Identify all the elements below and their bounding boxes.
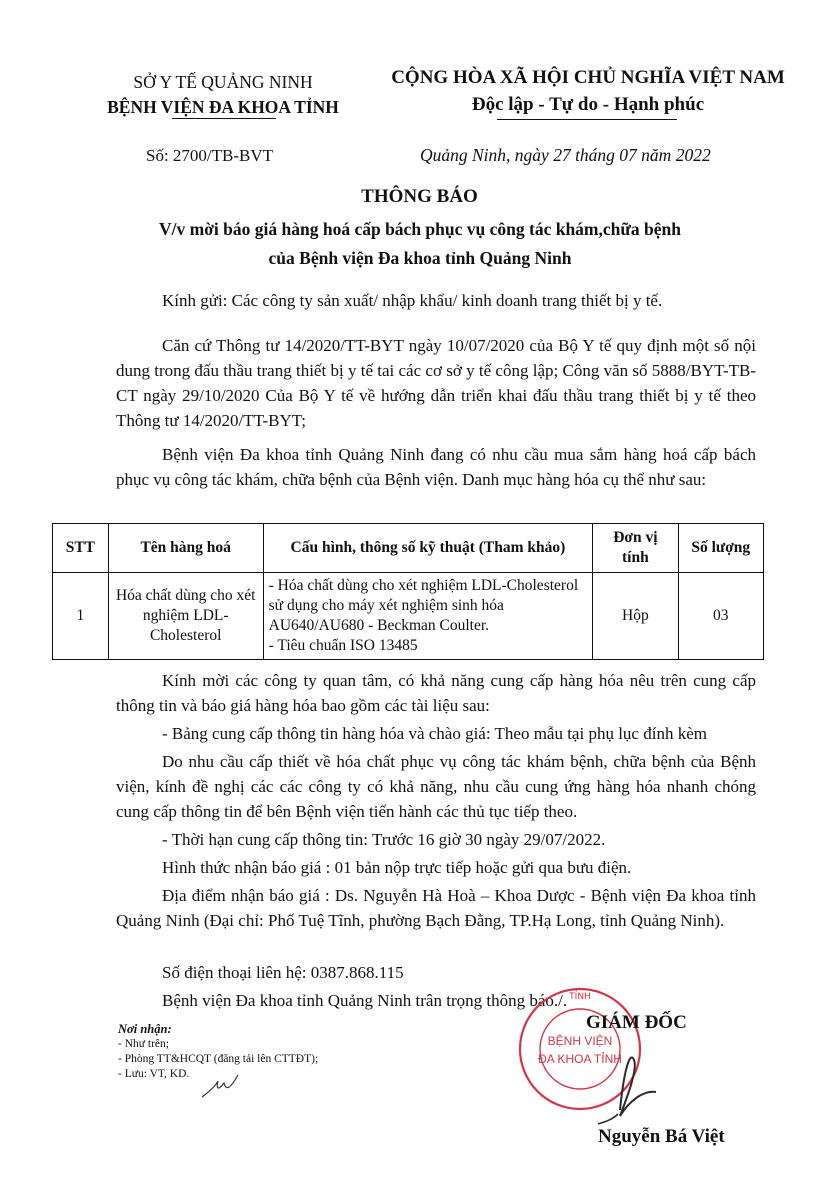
spec-line-1: - Hóa chất dùng cho xét nghiệm LDL-Cholesterol sử dụng cho máy xét nghiệm sinh hóa AU640/AU680 - Beckman Coulter. [268, 577, 579, 634]
cell-unit: Hộp [593, 573, 678, 660]
header-stt: STT [53, 524, 109, 573]
paragraph-phone: Số điện thoại liên hệ: 0387.868.115 [162, 963, 404, 982]
paragraph-need-text: Bệnh viện Đa khoa tỉnh Quảng Ninh đang có nhu cầu mua sắm hàng hoá cấp bách phục vụ công tác khám, chữa bệnh của Bệnh viện. Danh mục hàng hóa cụ thể như sau: [116, 445, 756, 489]
cell-stt: 1 [53, 573, 109, 660]
stamp-ring-text: TỈNH [569, 992, 591, 1002]
goods-table [52, 523, 764, 660]
cell-name: Hóa chất dùng cho xét nghiệm LDL-Cholesterol [108, 573, 263, 660]
issuer-underline [172, 118, 276, 119]
signatory-name: Nguyễn Bá Việt [598, 1126, 725, 1147]
issuer-agency: SỞ Y TẾ QUẢNG NINH [133, 72, 313, 92]
paragraph-urgent-text: Do nhu cầu cấp thiết về hóa chất phục vụ công tác khám bệnh, chữa bệnh của Bệnh viện, kính đề nghị các các công ty có khả năng, nhu cầu cung ứng hàng hóa nhanh chóng cung cấp thông tin để bên Bệnh viện tiến hành các thủ tục tiếp theo. [116, 752, 756, 821]
signatory-title: GIÁM ĐỐC [586, 1012, 687, 1033]
country-name: CỘNG HÒA XÃ HỘI CHỦ NGHĨA VIỆT NAM [391, 67, 785, 88]
paragraph-method: Hình thức nhận báo giá : 01 bản nộp trực tiếp hoặc gửi qua bưu điện. [162, 858, 632, 877]
paragraph-deadline: - Thời hạn cung cấp thông tin: Trước 16 giờ 30 ngày 29/07/2022. [162, 830, 606, 849]
table-header-row [53, 524, 764, 573]
spec-line-2: - Tiêu chuẩn ISO 13485 [268, 637, 418, 654]
salutation: Kính gửi: Các công ty sản xuất/ nhập khẩu/ kinh doanh trang thiết bị y tế. [162, 291, 663, 310]
national-motto: Độc lập - Tự do - Hạnh phúc [471, 94, 705, 115]
cell-spec [263, 573, 593, 660]
document-title: THÔNG BÁO [361, 186, 478, 207]
motto-underline [497, 119, 677, 120]
issuer-hospital: BỆNH VIỆN ĐA KHOA TỈNH [107, 97, 339, 117]
handwritten-initials [196, 1065, 246, 1105]
handwritten-signature [560, 1030, 700, 1130]
paragraph-need [116, 442, 756, 492]
paragraph-place-text: Địa điểm nhận báo giá : Ds. Nguyễn Hà Hoà – Khoa Dược - Bệnh viện Đa khoa tỉnh Quảng Ninh (Đại chỉ: Phố Tuệ Tĩnh, phường Bạch Đằng, TP.Hạ Long, tỉnh Quảng Ninh). [116, 886, 756, 930]
issuer-block [78, 70, 368, 120]
document-number: Số: 2700/TB-BVT [146, 146, 274, 165]
document-date: Quảng Ninh, ngày 27 tháng 07 năm 2022 [420, 145, 711, 165]
national-heading [378, 64, 798, 118]
table-row [53, 573, 764, 660]
paragraph-basis [116, 333, 756, 433]
paragraph-closing: Bệnh viện Đa khoa tỉnh Quảng Ninh trân trọng thông báo./. [162, 991, 568, 1010]
stamp-line-2: ĐA KHOA TỈNH [538, 1052, 622, 1066]
paragraph-invite [116, 668, 756, 718]
paragraph-place [116, 883, 756, 933]
recipient-item: - Phòng TT&HCQT (đăng tải lên CTTĐT); [118, 1053, 319, 1065]
subject-line-1: V/v mời báo giá hàng hoá cấp bách phục vụ công tác khám,chữa bệnh [159, 219, 681, 239]
paragraph-basis-text: Căn cứ Thông tư 14/2020/TT-BYT ngày 10/07/2020 của Bộ Y tế quy định một số nội dung trong đấu thầu trang thiết bị y tế tai các cơ sở y tế công lập; Công văn số 5888/BYT-TB-CT ngày 29/10/2020 Của Bộ Y tế về hướng dẫn triển khai đấu thầu trang thiết bị y tế theo Thông tư 14/2020/TT-BYT; [116, 336, 756, 430]
header-spec: Cấu hình, thông số kỹ thuật (Tham khảo) [263, 524, 593, 573]
header-unit: Đơn vị tính [593, 524, 678, 573]
stamp-line-1: BỆNH VIỆN [547, 1034, 613, 1048]
cell-qty: 03 [678, 573, 763, 660]
subject-line-2: của Bệnh viện Đa khoa tỉnh Quảng Ninh [268, 248, 572, 268]
paragraph-urgent [116, 749, 756, 824]
paragraph-form: - Bảng cung cấp thông tin hàng hóa và chào giá: Theo mẫu tại phụ lục đính kèm [162, 724, 707, 743]
recipient-item: - Như trên; [118, 1038, 169, 1050]
document-subject [60, 215, 780, 273]
recipient-item: - Lưu: VT, KD. [118, 1068, 190, 1080]
header-name: Tên hàng hoá [108, 524, 263, 573]
paragraph-invite-text: Kính mời các công ty quan tâm, có khả năng cung cấp hàng hóa nêu trên cung cấp thông tin và báo giá hàng hóa bao gồm các tài liệu sau: [116, 671, 756, 715]
header-qty: Số lượng [678, 524, 763, 573]
recipients-heading: Nơi nhận: [118, 1022, 172, 1036]
